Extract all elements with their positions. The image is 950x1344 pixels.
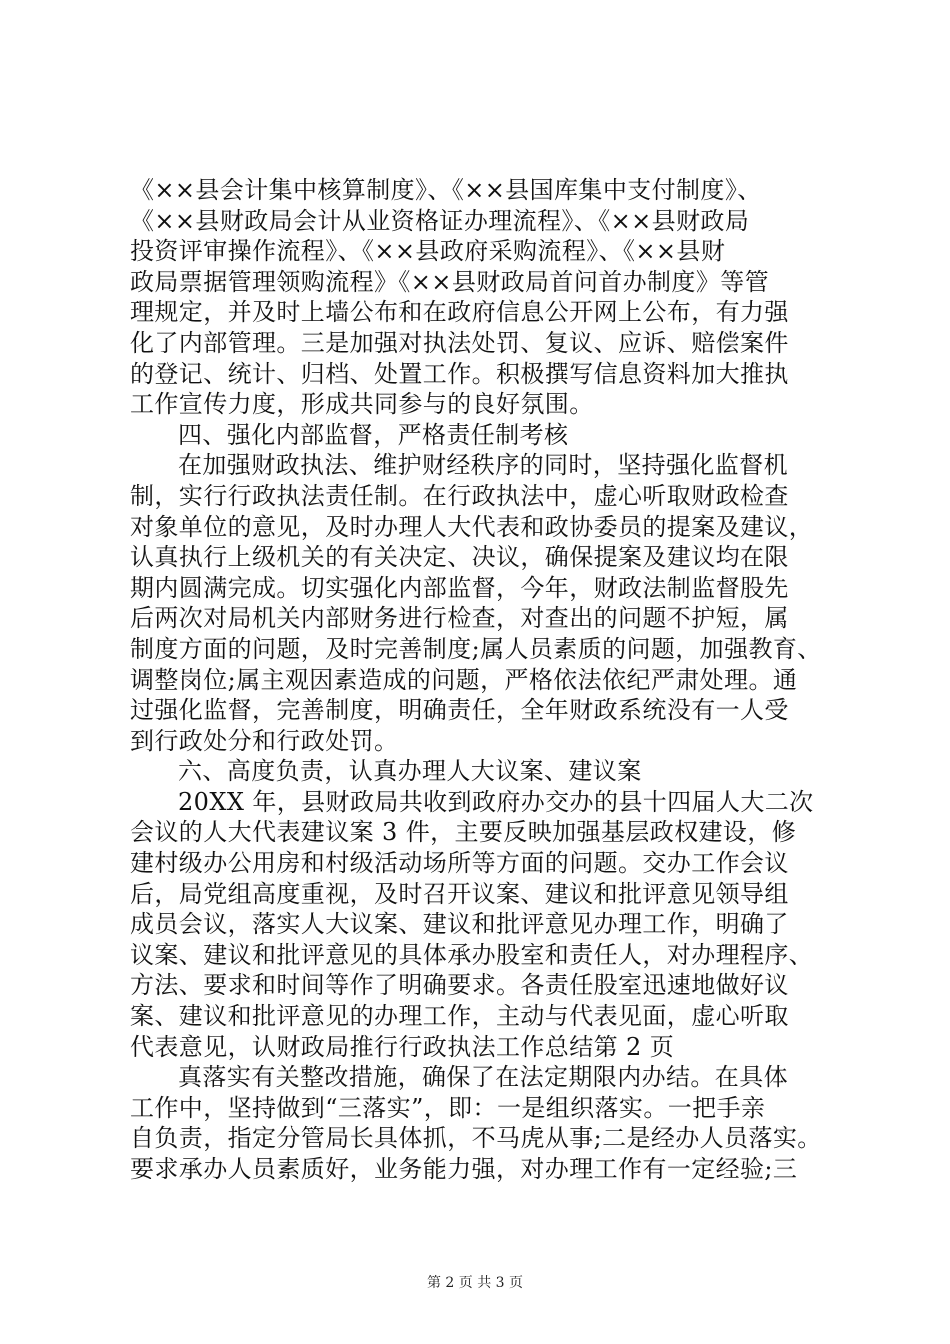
text-line: 的登记、统计、归档、处置工作。积极撰写信息资料加大推执	[130, 359, 789, 388]
paragraph-start: 在加强财政执法、维护财经秩序的同时，坚持强化监督机	[178, 451, 788, 480]
document-body	[130, 175, 830, 1185]
page-number-label: 第 2 页 共 3 页	[426, 1275, 524, 1291]
text-line: 后，局党组高度重视，及时召开议案、建议和批评意见领导组	[130, 879, 789, 908]
text-line: 政局票据管理领购流程》《××县财政局首问首办制度》等管	[130, 267, 770, 296]
text-line: 调整岗位;属主观因素造成的问题，严格依法依纪严肃处理。通	[130, 665, 798, 694]
text-line: 代表意见，认财政局推行行政执法工作总结第 2 页	[130, 1032, 675, 1061]
text-line: 工作中，坚持做到“三落实”，即：一是组织落实。一把手亲	[130, 1093, 766, 1122]
text-line: 要求承办人员素质好，业务能力强，对办理工作有一定经验;三	[130, 1155, 798, 1183]
paragraph-start: 20XX 年，县财政局共收到政府办交办的县十四届人大二次	[178, 787, 814, 816]
text-line: 理规定，并及时上墙公布和在政府信息公开网上公布，有力强	[130, 298, 789, 327]
text-line: 案、建议和批评意见的办理工作，主动与代表见面，虚心听取	[130, 1002, 789, 1031]
section-heading: 六、高度负责，认真办理人大议案、建议案	[178, 757, 642, 786]
text-line: 制，实行行政执法责任制。在行政执法中，虚心听取财政检查	[130, 481, 789, 510]
text-line: 会议的人大代表建议案 3 件，主要反映加强基层政权建设，修	[130, 818, 797, 847]
text-line: 自负责，指定分管局长具体抓，不马虎从事;二是经办人员落实。	[130, 1124, 822, 1153]
text-line: 期内圆满完成。切实强化内部监督，今年，财政法制监督股先	[130, 573, 789, 602]
text-line: 化了内部管理。三是加强对执法处罚、复议、应诉、赔偿案件	[130, 328, 789, 357]
text-line: 投资评审操作流程》、《××县政府采购流程》、《××县财	[130, 237, 726, 266]
text-line: 议案、建议和批评意见的具体承办股室和责任人，对办理程序、	[130, 940, 814, 969]
text-line: 成员会议，落实人大议案、建议和批评意见办理工作，明确了	[130, 910, 789, 939]
text-line: 过强化监督，完善制度，明确责任，全年财政系统没有一人受	[130, 696, 789, 725]
text-line: 建村级办公用房和村级活动场所等方面的问题。交办工作会议	[130, 849, 789, 878]
paragraph-start: 真落实有关整改措施，确保了在法定期限内办结。在具体	[178, 1063, 788, 1092]
text-line: 后两次对局机关内部财务进行检查，对查出的问题不护短，属	[130, 604, 789, 633]
text-line: 制度方面的问题，及时完善制度;属人员素质的问题，加强教育、	[130, 634, 822, 663]
text-line: 《××县财政局会计从业资格证办理流程》、《××县财政局	[130, 206, 750, 235]
text-line: 工作宣传力度，形成共同参与的良好氛围。	[130, 390, 594, 419]
text-line: 对象单位的意见，及时办理人大代表和政协委员的提案及建议，	[130, 512, 814, 541]
page-footer	[0, 1272, 950, 1292]
text-line: 到行政处分和行政处罚。	[130, 726, 399, 755]
text-line: 认真执行上级机关的有关决定、决议，确保提案及建议均在限	[130, 543, 789, 572]
text-line: 《××县会计集中核算制度》、《××县国库集中支付制度》、	[130, 176, 762, 204]
text-line: 方法、要求和时间等作了明确要求。各责任股室迅速地做好议	[130, 971, 789, 1000]
section-heading: 四、强化内部监督，严格责任制考核	[178, 420, 569, 449]
